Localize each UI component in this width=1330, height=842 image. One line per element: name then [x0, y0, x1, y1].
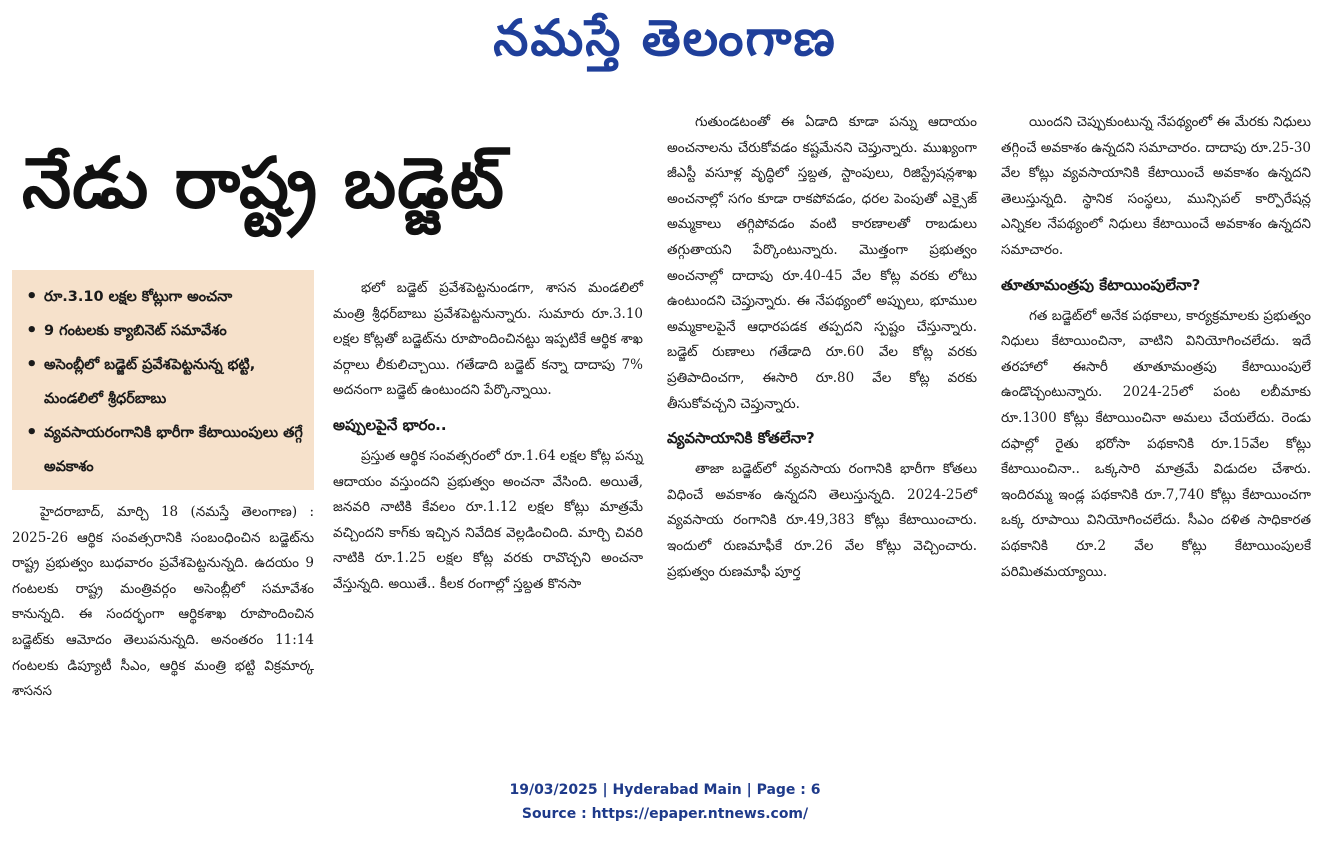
article-column-1 [12, 500, 314, 705]
edition-info: 19/03/2025 | Hyderabad Main | Page : 6 [509, 782, 821, 798]
paragraph: ప్రస్తుత ఆర్థిక సంవత్సరంలో రూ.1.64 లక్షల కోట్ల పన్ను ఆదాయం వస్తుందని ప్రభుత్వం అంచనా వేసింది. అయితే, జనవరి నాటికి కేవలం రూ.1.12 లక్షల కోట్లు మాత్రమే వచ్చిందని కాగ్‌కు ఇచ్చిన నివేదిక వెల్లడించింది. మార్చి చివరి నాటికి రూ.1.25 లక్షల కోట్ల వరకు రావొచ్చని అంచనా వేస్తున్నది. అయితే.. కీలక రంగాల్లో స్తబ్దత కొనసా [333, 447, 643, 592]
highlight-item: • అసెంబ్లీలో బడ్జెట్ ప్రవేశపెట్టనున్న భట్టి, మండలిలో శ్రీధర్‌బాబు [22, 348, 306, 416]
article-column-2 [333, 276, 643, 598]
paragraph: భలో బడ్జెట్ ప్రవేశపెట్టనుండగా, శాసన మండలిలో మంత్రి శ్రీధర్‌బాబు ప్రవేశపెట్టనున్నారు. సుమారు రూ.3.10 లక్షల కోట్లతో బడ్జెట్‌ను రూపొందించినట్టు ఇప్పటికే ఆర్థిక శాఖ వర్గాలు లీకులిచ్చాయి. గతేడాది బడ్జెట్ కన్నా దాదాపు 7% అదనంగా బడ్జెట్ ఉంటుందని పేర్కొన్నాయి. [333, 280, 643, 399]
highlights-box [12, 270, 314, 490]
newspaper-masthead: నమస్తే తెలంగాణ [493, 9, 837, 67]
page-footer [0, 778, 1330, 826]
subheading: వ్యవసాయానికి కోతలేనా? [667, 429, 815, 448]
article-column-3 [667, 110, 977, 585]
paragraph: యిందని చెప్పుకుంటున్న నేపథ్యంలో ఈ మేరకు నిధులు తగ్గించే అవకాశం ఉన్నదని సమాచారం. దాదాపు రూ.25-30 వేల కోట్లు వ్యవసాయానికి కేటాయించే అవకాశం ఉన్నదని తెలుస్తున్నది. స్థానిక సంస్థలు, మున్సిపల్ కార్పొరేషన్ల ఎన్నికల నేపథ్యంలో నిధులు కేటాయించే అవకాశం ఉన్నదని సమాచారం. [1001, 114, 1311, 258]
highlight-item: • 9 గంటలకు క్యాబినెట్ సమావేశం [22, 314, 306, 348]
paragraph: గత బడ్జెట్‌లో అనేక పథకాలు, కార్యక్రమాలకు ప్రభుత్వం నిధులు కేటాయించినా, వాటిని వినియోగించలేదు. ఇదే తరహాలో ఈసారీ తూతూమంత్రపు కేటాయింపులే ఉండొచ్చంటున్నారు. 2024-25లో పంట లబీమాకు రూ.1300 కోట్లు కేటాయించినా అమలు చేయలేదు. రెండు దఫాల్లో రైతు భరోసా పథకానికి రూ.15వేల కోట్లు కేటాయించినా.. ఒక్కసారి మాత్రమే విడుదల చేశారు. ఇందిరమ్మ ఇండ్ల పథకానికి రూ.7,740 కోట్లు కేటాయించగా ఒక్క రూపాయి వినియోగించలేదు. సీఎం దళిత సాధికారత పథకానికి రూ.2 వేల కోట్లు కేటాయింపులకే పరిమితమయ్యాయి. [1001, 307, 1311, 580]
article-headline: నేడు రాష్ట్ర బడ్జెట్ [22, 142, 505, 224]
highlight-item: • వ్యవసాయరంగానికి భారీగా కేటాయింపులు తగ్గే అవకాశం [22, 416, 306, 484]
subheading: అప్పులపైనే భారం.. [333, 415, 447, 434]
subheading: తూతూమంత్రపు కేటాయింపులేనా? [1001, 275, 1201, 294]
paragraph: గుతుండటంతో ఈ ఏడాది కూడా పన్ను ఆదాయం అంచనాలను చేరుకోవడం కష్టమేనని చెప్తున్నారు. ముఖ్యంగా జీఎస్టీ వసూళ్ల వృద్ధిలో స్తబ్దత, స్టాంపులు, రిజిస్ట్రేషన్లశాఖ అంచనాల్లో సగం కూడా రాకపోవడం, ధరల పెంపుతో ఎక్సైజ్ అమ్మకాలు తగ్గిపోవడం వంటి కారణాలతో రాబడులు తగ్గుతాయని పేర్కొంటున్నారు. మొత్తంగా ప్రభుత్వం అంచనాల్లో దాదాపు రూ.40-45 వేల కోట్ల వరకు లోటు ఉంటుందని చెప్తున్నారు. ఈ నేపథ్యంలో అప్పులు, భూముల అమ్మకాలపైనే ఆధారపడక తప్పదని స్పష్టం చేస్తున్నారు. బడ్జెట్ రుణాలు గతేడాది రూ.60 వేల కోట్ల వరకు ప్రతిపాదించగా, ఈసారి రూ.80 వేల కోట్ల వరకు తీసుకోవచ్చని చెప్తున్నారు. [667, 114, 977, 412]
source-link[interactable]: Source : https://epaper.ntnews.com/ [521, 806, 809, 822]
article-column-4 [1001, 110, 1311, 585]
highlight-item: • రూ.3.10 లక్షల కోట్లుగా అంచనా [22, 280, 306, 314]
paragraph: తాజా బడ్జెట్‌లో వ్యవసాయ రంగానికి భారీగా కోతలు విధించే అవకాశం ఉన్నదని తెలుస్తున్నది. 2024-25లో వ్యవసాయ రంగానికి రూ.49,383 కోట్లు కేటాయించారు. ఇందులో రుణమాఫీకే రూ.26 వేల కోట్లు వెచ్చించారు. ప్రభుత్వం రుణమాఫీ పూర్త [667, 461, 977, 580]
highlights-list [22, 280, 306, 484]
paragraph: హైదరాబాద్, మార్చి 18 (నమస్తే తెలంగాణ) : 2025-26 ఆర్థిక సంవత్సరానికి సంబంధించిన బడ్జెట్‌ను రాష్ట్ర ప్రభుత్వం బుధవారం ప్రవేశపెట్టనున్నది. ఉదయం 9 గంటలకు రాష్ట్ర మంత్రివర్గం అసెంబ్లీలో సమావేశం కానున్నది. ఈ సందర్భంగా ఆర్థికశాఖ రూపొందించిన బడ్జెట్‌కు ఆమోదం తెలుపనున్నది. అనంతరం 11:14 గంటలకు డిప్యూటీ సీఎం, ఆర్థిక మంత్రి భట్టి విక్రమార్క శాసనస [12, 504, 314, 700]
